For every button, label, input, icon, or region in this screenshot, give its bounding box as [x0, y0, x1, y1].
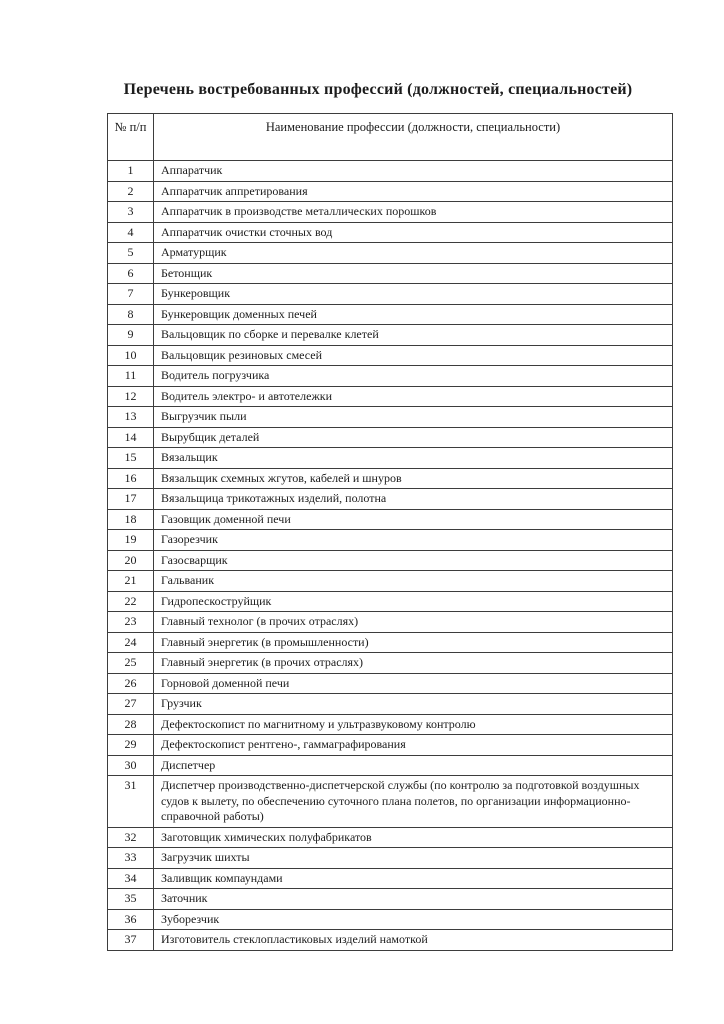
profession-name-cell: Аппаратчик очистки сточных вод: [154, 222, 673, 243]
table-row: [108, 827, 673, 848]
profession-name-cell: Главный энергетик (в прочих отраслях): [154, 653, 673, 674]
profession-name-cell: Главный технолог (в прочих отраслях): [154, 612, 673, 633]
professions-table: [107, 113, 673, 951]
profession-name-cell: Арматурщик: [154, 243, 673, 264]
profession-name-cell: Вырубщик деталей: [154, 427, 673, 448]
row-number-cell: 26: [108, 673, 154, 694]
table-row: [108, 889, 673, 910]
table-row: [108, 591, 673, 612]
table-row: [108, 530, 673, 551]
row-number-cell: 31: [108, 776, 154, 828]
row-number-cell: 37: [108, 930, 154, 951]
row-number-cell: 1: [108, 161, 154, 182]
table-row: [108, 653, 673, 674]
table-row: [108, 509, 673, 530]
profession-name-cell: Водитель погрузчика: [154, 366, 673, 387]
table-row: [108, 930, 673, 951]
profession-name-cell: Бункеровщик доменных печей: [154, 304, 673, 325]
row-number-cell: 36: [108, 909, 154, 930]
profession-name-cell: Выгрузчик пыли: [154, 407, 673, 428]
row-number-cell: 32: [108, 827, 154, 848]
row-number-cell: 24: [108, 632, 154, 653]
profession-name-cell: Вязальщица трикотажных изделий, полотна: [154, 489, 673, 510]
row-number-cell: 11: [108, 366, 154, 387]
table-row: [108, 304, 673, 325]
table-row: [108, 161, 673, 182]
table-body: [108, 161, 673, 951]
profession-name-cell: Изготовитель стеклопластиковых изделий намоткой: [154, 930, 673, 951]
profession-name-cell: Диспетчер: [154, 755, 673, 776]
row-number-cell: 6: [108, 263, 154, 284]
table-row: [108, 448, 673, 469]
column-header-profession: Наименование профессии (должности, специальности): [154, 114, 673, 161]
row-number-cell: 2: [108, 181, 154, 202]
table-row: [108, 571, 673, 592]
profession-name-cell: Аппаратчик в производстве металлических порошков: [154, 202, 673, 223]
table-row: [108, 407, 673, 428]
table-row: [108, 714, 673, 735]
table-row: [108, 694, 673, 715]
row-number-cell: 30: [108, 755, 154, 776]
table-row: [108, 366, 673, 387]
row-number-cell: 14: [108, 427, 154, 448]
profession-name-cell: Газовщик доменной печи: [154, 509, 673, 530]
table-row: [108, 735, 673, 756]
profession-name-cell: Вальцовщик по сборке и перевалке клетей: [154, 325, 673, 346]
table-row: [108, 345, 673, 366]
table-row: [108, 468, 673, 489]
profession-name-cell: Заточник: [154, 889, 673, 910]
table-row: [108, 632, 673, 653]
profession-name-cell: Аппаратчик: [154, 161, 673, 182]
profession-name-cell: Газорезчик: [154, 530, 673, 551]
page-title: Перечень востребованных профессий (должностей, специальностей): [123, 81, 633, 98]
profession-name-cell: Гидропескоструйщик: [154, 591, 673, 612]
table-row: [108, 263, 673, 284]
row-number-cell: 13: [108, 407, 154, 428]
row-number-cell: 5: [108, 243, 154, 264]
profession-name-cell: Зуборезчик: [154, 909, 673, 930]
row-number-cell: 25: [108, 653, 154, 674]
table-row: [108, 284, 673, 305]
table-row: [108, 909, 673, 930]
profession-name-cell: Гальваник: [154, 571, 673, 592]
row-number-cell: 23: [108, 612, 154, 633]
table-header-row: [108, 114, 673, 161]
profession-name-cell: Дефектоскопист по магнитному и ультразвуковому контролю: [154, 714, 673, 735]
profession-name-cell: Горновой доменной печи: [154, 673, 673, 694]
row-number-cell: 16: [108, 468, 154, 489]
column-header-number: № п/п: [108, 114, 154, 161]
row-number-cell: 28: [108, 714, 154, 735]
row-number-cell: 19: [108, 530, 154, 551]
table-row: [108, 868, 673, 889]
table-row: [108, 848, 673, 869]
row-number-cell: 27: [108, 694, 154, 715]
profession-name-cell: Главный энергетик (в промышленности): [154, 632, 673, 653]
row-number-cell: 3: [108, 202, 154, 223]
table-row: [108, 755, 673, 776]
row-number-cell: 17: [108, 489, 154, 510]
profession-name-cell: Бункеровщик: [154, 284, 673, 305]
table-row: [108, 550, 673, 571]
row-number-cell: 21: [108, 571, 154, 592]
row-number-cell: 35: [108, 889, 154, 910]
row-number-cell: 33: [108, 848, 154, 869]
table-row: [108, 386, 673, 407]
table-row: [108, 673, 673, 694]
row-number-cell: 20: [108, 550, 154, 571]
table-row: [108, 181, 673, 202]
table-row: [108, 325, 673, 346]
row-number-cell: 12: [108, 386, 154, 407]
profession-name-cell: Газосварщик: [154, 550, 673, 571]
row-number-cell: 10: [108, 345, 154, 366]
table-row: [108, 427, 673, 448]
profession-name-cell: Водитель электро- и автотележки: [154, 386, 673, 407]
profession-name-cell: Вязальщик: [154, 448, 673, 469]
profession-name-cell: Заливщик компаундами: [154, 868, 673, 889]
profession-name-cell: Заготовщик химических полуфабрикатов: [154, 827, 673, 848]
row-number-cell: 34: [108, 868, 154, 889]
row-number-cell: 29: [108, 735, 154, 756]
row-number-cell: 7: [108, 284, 154, 305]
row-number-cell: 9: [108, 325, 154, 346]
profession-name-cell: Загрузчик шихты: [154, 848, 673, 869]
table-row: [108, 222, 673, 243]
row-number-cell: 4: [108, 222, 154, 243]
row-number-cell: 18: [108, 509, 154, 530]
profession-name-cell: Дефектоскопист рентгено-, гаммаграфирования: [154, 735, 673, 756]
row-number-cell: 15: [108, 448, 154, 469]
row-number-cell: 8: [108, 304, 154, 325]
profession-name-cell: Бетонщик: [154, 263, 673, 284]
table-row: [108, 776, 673, 828]
profession-name-cell: Диспетчер производственно-диспетчерской службы (по контролю за подготовкой воздушных судов к вылету, по обеспечению суточного плана полетов, по организации информационно-справочной работы): [154, 776, 673, 828]
table-row: [108, 612, 673, 633]
table-row: [108, 202, 673, 223]
table-row: [108, 243, 673, 264]
row-number-cell: 22: [108, 591, 154, 612]
profession-name-cell: Вязальщик схемных жгутов, кабелей и шнуров: [154, 468, 673, 489]
profession-name-cell: Вальцовщик резиновых смесей: [154, 345, 673, 366]
table-row: [108, 489, 673, 510]
profession-name-cell: Аппаратчик аппретирования: [154, 181, 673, 202]
profession-name-cell: Грузчик: [154, 694, 673, 715]
